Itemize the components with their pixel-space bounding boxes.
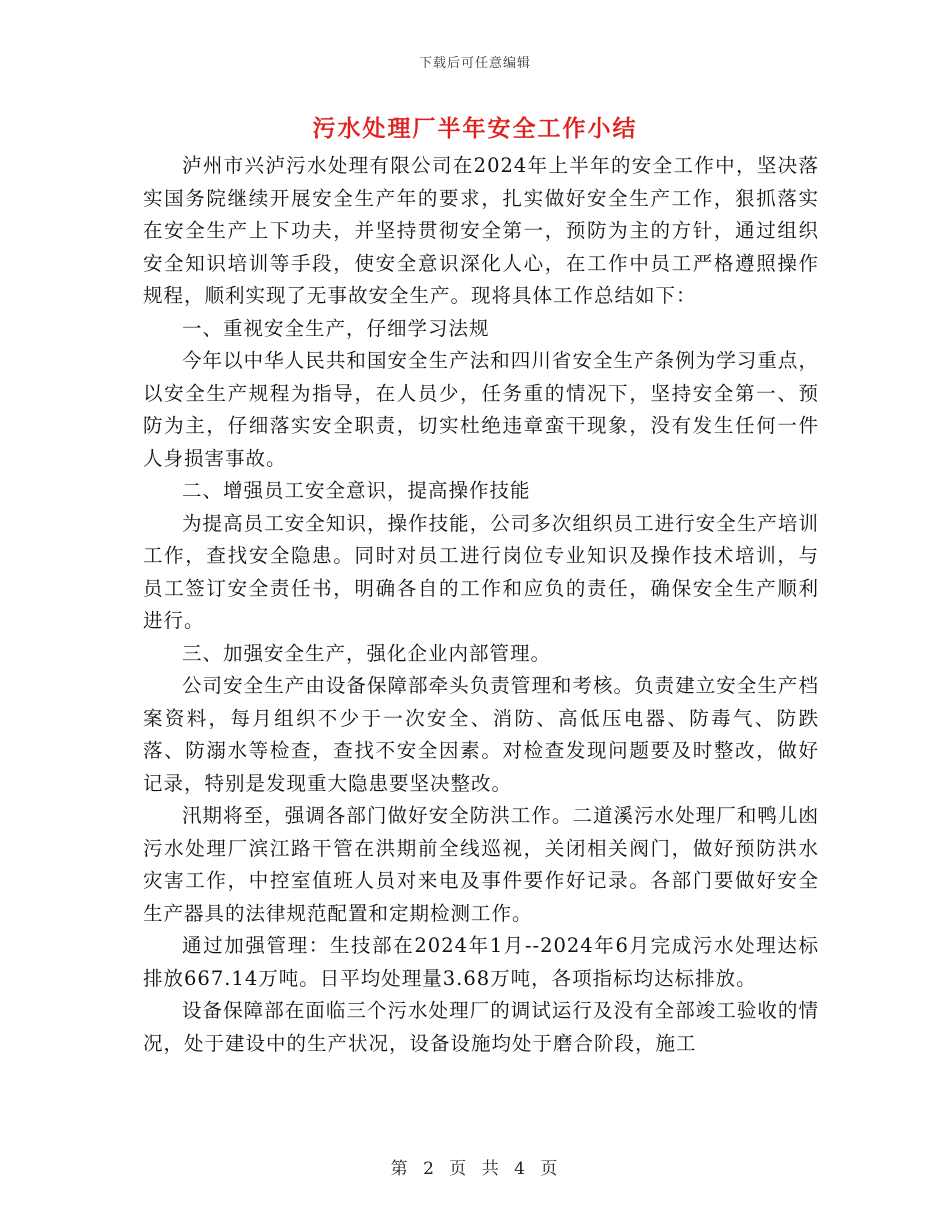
paragraph-intro: 泸州市兴泸污水处理有限公司在2024年上半年的安全工作中，坚决落实国务院继续开展安全生产年的要求，扎实做好安全生产工作，狠抓落实在安全生产上下功夫，并坚持贯彻安全第一，预防为主的方针，通过组织安全知识培训等手段，使安全意识深化人心，在工作中员工严格遵照操作规程，顺利实现了无事故安全生产。现将具体工作总结如下： [143,154,819,307]
paragraph-equipment: 设备保障部在面临三个污水处理厂的调试运行及没有全部竣工验收的情况，处于建设中的生产状况，设备设施均处于磨合阶段，施工 [143,999,819,1055]
document-body [143,150,819,1060]
document-title: 污水处理厂半年安全工作小结 [312,115,638,142]
section-heading-1: 一、重视安全生产，仔细学习法规 [182,316,490,340]
paragraph-section-1: 今年以中华人民共和国安全生产法和四川省安全生产条例为学习重点，以安全生产规程为指导，在人员少，任务重的情况下，坚持安全第一、预防为主，仔细落实安全职责，切实杜绝违章蛮干现象，没有发生任何一件人身损害事故。 [143,349,819,470]
paragraph-treatment-volume: 通过加强管理：生技部在2024年1月--2024年6月完成污水处理达标排放667.14万吨。日平均处理量3.68万吨，各项指标均达标排放。 [143,934,819,990]
paragraph-section-2: 为提高员工安全知识，操作技能，公司多次组织员工进行安全生产培训工作，查找安全隐患。同时对员工进行岗位专业知识及操作技术培训，与员工签订安全责任书，明确各自的工作和应负的责任，确保安全生产顺利进行。 [143,511,819,632]
section-heading-2: 二、增强员工安全意识，提高操作技能 [182,479,531,502]
paragraph-section-3: 公司安全生产由设备保障部牵头负责管理和考核。负责建立安全生产档案资料，每月组织不少于一次安全、消防、高低压电器、防毒气、防跌落、防溺水等检查，查找不安全因素。对检查发现问题要及时整改，做好记录，特别是发现重大隐患要坚决整改。 [143,674,819,795]
page-number: 第 2 页 共 4 页 [390,1159,560,1179]
section-heading-3: 三、加强安全生产，强化企业内部管理。 [182,641,552,665]
header-note: 下载后可任意编辑 [418,56,531,71]
paragraph-flood-prevention: 汛期将至，强调各部门做好安全防洪工作。二道溪污水处理厂和鸭儿凼污水处理厂滨江路干管在洪期前全线巡视，关闭相关阀门，做好预防洪水灾害工作，中控室值班人员对来电及事件要作好记录。各部门要做好安全生产器具的法律规范配置和定期检测工作。 [143,804,819,925]
